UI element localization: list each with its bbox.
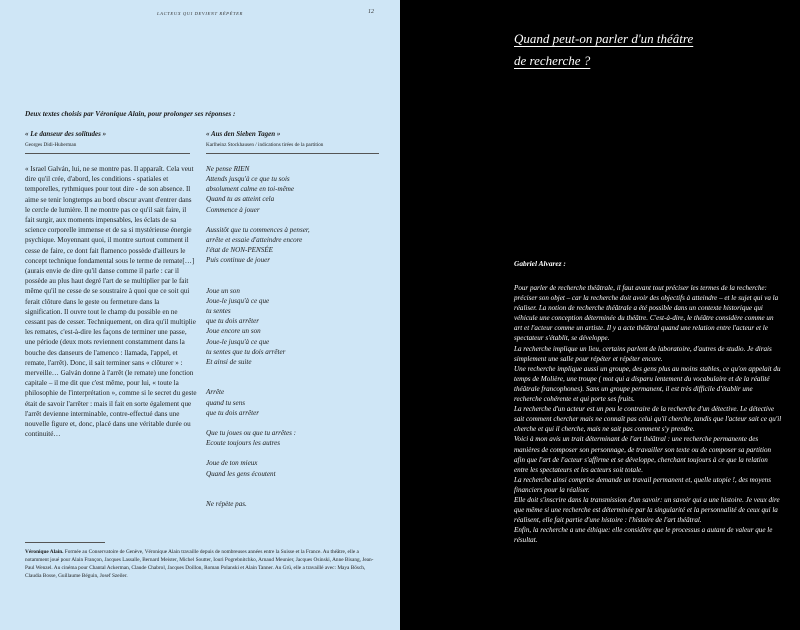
poem-line: tu sentes: [206, 307, 231, 316]
poem-line: Arrête: [206, 388, 225, 397]
respondent-name: Gabriel Alvarez :: [514, 259, 566, 268]
intro-heading: Deux textes choisis par Véronique Alain, pour prolonger ses réponses :: [25, 110, 236, 118]
poem-line: que tu dois arrêter: [206, 317, 260, 326]
footnote-name: Véronique Alain.: [25, 549, 64, 555]
poem-gap: [206, 479, 381, 489]
poem-line: Ne pense RIEN: [206, 165, 250, 173]
poem-line: Aussitôt que tu commences à penser,: [206, 225, 310, 234]
poem-line: Quand tu as atteint cela: [206, 195, 275, 204]
poem-gap: [206, 276, 381, 286]
answer-paragraph: Enfin, la recherche a une éthique: elle considère que le processus a autant de valeur que le résultat.: [514, 526, 773, 545]
column-b-divider: [206, 153, 379, 154]
poem-gap: [206, 489, 381, 499]
column-b-author: Karlheinz Stockhausen / indications tirées de la partition: [206, 142, 324, 148]
question-line-2: de recherche ?: [514, 53, 591, 68]
poem-line: Que tu joues ou que tu arrêtes :: [206, 428, 297, 437]
poem-line: Joue encore un son: [206, 327, 261, 336]
question-title: [514, 28, 693, 72]
poem-line: Ecoute toujours les autres: [206, 439, 281, 448]
answer-paragraph: Pour parler de recherche théâtrale, il faut avant tout préciser les termes de la recherche: préciser son objet – car la recherche doit avoir des objectifs à atteindre – et le sujet qui va la réaliser. La notion de recherche théâtrale a été possible dans un contexte historique qui véhicule une conception déterminée du théâtre. C'est-à-dire, le théâtre considère comme un art et l'acteur comme un artiste. Il y a acte théâtral quand une relation entre l'acteur et le spectateur s'établit, se développe.: [514, 284, 779, 343]
poem-line: quand tu sens: [206, 398, 246, 407]
poem-line: Et ainsi de suite: [206, 357, 252, 366]
answer-paragraph: Une recherche implique aussi un groupe, des gens plus au moins stables, ce qu'on appelait du temps de Molière, une troupe ( mot qui a disparu lentement du vocabulaire et de la réalité théâtrale francophones). Sans un groupe permanent, il est très difficile d'établir une recherche cohérente et qui porte ses fruits.: [514, 364, 781, 404]
question-line-1: Quand peut-on parler d'un théâtre: [514, 31, 694, 46]
column-a-divider: [25, 153, 190, 154]
poem-line: Ne répète pas.: [206, 500, 247, 509]
poem-line: tu sentes que tu dois arrêter: [206, 347, 286, 356]
column-a-title: « Le danseur des solitudes »: [25, 130, 107, 138]
poem-line: absolument calme en toi-même: [206, 185, 295, 194]
column-b-header: [206, 130, 381, 154]
poem-gap: [206, 418, 381, 428]
poem-gap: [206, 367, 381, 377]
poem-line: Joue un son: [206, 286, 240, 295]
poem-line: que tu dois arrêter: [206, 408, 260, 417]
poem-gap: [206, 448, 381, 458]
poem-line: Commence à jouer: [206, 205, 260, 214]
column-a-header: [25, 130, 195, 154]
footnote: [25, 548, 375, 580]
answer-paragraph: Elle doit s'inscrire dans la transmission d'un savoir: un savoir qui a une histoire. Je veux dire que même si une recherche est déterminée par la singularité et la personnalité de ceux qui la réalisent, elle fait partie d'une histoire : l'histoire de l'art théâtral.: [514, 495, 780, 525]
stockhausen-poem: [206, 164, 381, 509]
poem-line: arrête et essaie d'atteindre encore: [206, 236, 303, 245]
column-b-title: « Aus den Sieben Tagen »: [206, 130, 281, 138]
column-a-author: Georges Didi-Huberman: [25, 142, 77, 148]
answer-paragraph: La recherche ainsi comprise demande un travail permanent et, quelle utopie !, des moyens financiers pour la réaliser.: [514, 475, 771, 494]
poem-gap: [206, 215, 381, 225]
poem-gap: [206, 377, 381, 387]
poem-line: Puis continue de jouer: [206, 256, 271, 265]
poem-gap: [206, 266, 381, 276]
danseur-text: « Israel Galván, lui, ne se montre pas. Il apparaît. Cela veut dire qu'il crée, d'abord, les conditions - spatiales et temporelles, rythmiques pour tout dire - de son absence. Il aime se tenir longtemps au bord obscur avant d'entrer dans le cercle de lumière. Il ne montre pas ce qu'il sait faire, il fait surgir, aux moments impensables, les éclats de sa science corporelle immense et de sa si mystérieuse énergie psychique. Moyennant quoi, il montre surtout comment il cesse de faire, ce dont fait flamenco possède d'ailleurs le concept technique fondamental sous le terme de remate[…] (aurais envie de dire qu'il danse comme il parle : car il possède au plus haut degré l'art de se multiplier par le fait même qu'il ne cesse de se soustraire à quoi que ce soit qui ferait clôture dans le geste ou fermeture dans la signification. Il ouvre tout le champ du possible en ne cessant pas de cesser. Techniquement, on dira qu'il multiplie les remates, c'est-à-dire les façons de terminer une passe, une période (deux mots reviennent constamment dans la bouche des danseurs de l'amenco : llamada, l'appel, et remate, l'arrêt). Donc, il sait terminer sans « clôturer » : merveille… Galván donne à l'arrêt (le remate) une fonction capitale – il me dit que c'est même, pour lui, « toute la philosophie de l'interprétation », comme si le secret du geste était de savoir l'arrêter : mais il fait en sorte également que l'arrêt devienne interminable, contre-effectué dans une nouvelle figure et, donc, placé dans une véritable durée ou continuité…: [25, 165, 197, 439]
answer-paragraph: Voici à mon avis un trait déterminant de l'art théâtral : une recherche permanente des manières de composer son personnage, de travailler son texte ou de composer sa partition afin que l'art de l'acteur s'affirme et se développe, cherchant toujours à ce que la relation entre les spectateurs et les acteurs soit totale.: [514, 435, 772, 474]
answer-text: [514, 283, 782, 545]
poem-line: Joue-le jusqu'à ce que: [206, 296, 270, 305]
page-number: 12: [368, 9, 374, 15]
poem-line: Attends jusqu'à ce que tu sois: [206, 175, 290, 184]
poem-line: Joue-le jusqu'à ce que: [206, 337, 270, 346]
poem-line: l'état de NON-PENSÉE: [206, 246, 273, 255]
footnote-divider: [25, 542, 105, 543]
right-page: [400, 0, 800, 630]
answer-paragraph: La recherche d'un acteur est un peu le contraire de la recherche d'un détective. Le détective sait comment chercher mais ne connaît pas celui qu'il cherche, tandis que l'acteur sait ce qu'il cherche et qui il cherche, mais ne sait pas comment s'y prendre.: [514, 405, 782, 434]
footnote-text: Formée au Conservatoire de Genève, Véronique Alain travaille depuis de nombreuses années entre la Suisse et la France. Au théâtre, elle a notamment joué pour Alain Françon, Jacques Lassalle, Bernard Meister, Michel Soutter, Iouri Pogrebnitchko, Arnaud Meunier, Jacques Osinski, Anne Bisang, Jean-Paul Wenzel. Au cinéma pour Chantal Ackerman, Claude Chabrol, Jacques Doillon, Roman Polanski et Alain Tanner. Au Grü, elle a travaillé avec: Maya Bösch, Claudia Bosse, Guillaume Béguin, Josef Szeiler.: [25, 549, 374, 580]
poem-line: Quand les gens écoutent: [206, 469, 276, 478]
running-head: LACTEUX QUI DEVIENT RÉPÉTER: [157, 11, 243, 16]
poem-line: Joue de ton mieux: [206, 459, 258, 468]
answer-paragraph: La recherche implique un lieu, certains parlent de laboratoire, d'autres de studio. Je dirais simplement une salle pour répéter et répéter encore.: [514, 344, 772, 363]
